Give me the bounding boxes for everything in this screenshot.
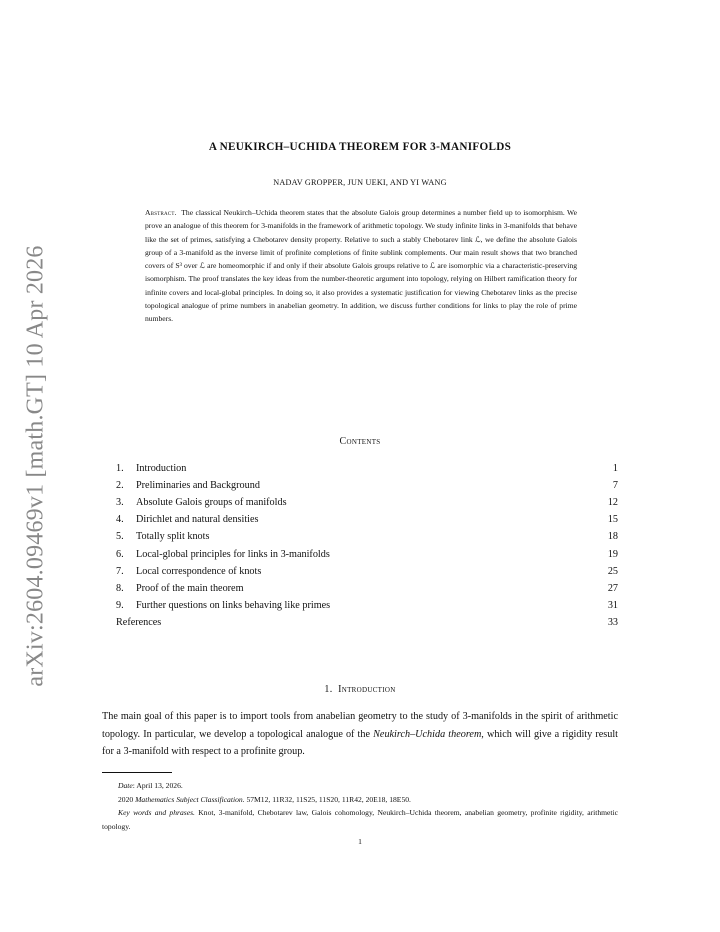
toc-entry[interactable]: [116, 477, 618, 494]
intro-text: The main goal of this paper is to import tools from anabelian geometry to the study of 3-manifolds in the spirit of arithmetic topology. In particular, we develop a topological analogue of the: [102, 711, 618, 740]
msc-value: 57M12, 11R32, 11S25, 11S20, 11R42, 20E18, 18E50.: [244, 794, 411, 804]
toc-entry-references[interactable]: [116, 614, 618, 631]
toc-number: 1.: [116, 463, 124, 475]
toc-label: Further questions on links behaving like primes: [136, 599, 331, 611]
toc-number: 6.: [116, 548, 124, 560]
toc-page: 25: [607, 565, 618, 577]
msc-label: Mathematics Subject Classification.: [135, 794, 245, 804]
toc-page: 33: [607, 616, 618, 628]
keywords-label: Key words and phrases.: [118, 808, 195, 817]
toc-page: 31: [607, 599, 618, 611]
toc-entry[interactable]: [116, 494, 618, 511]
toc-entry[interactable]: [116, 563, 618, 580]
toc-page: 18: [607, 531, 618, 543]
contents-heading: Contents: [339, 436, 381, 447]
toc-label: Local-global principles for links in 3-manifolds: [136, 548, 330, 560]
toc-label: Totally split knots: [136, 531, 210, 543]
toc-number: 7.: [116, 565, 124, 577]
footnote-date: [102, 779, 618, 793]
toc-page: 27: [607, 582, 618, 594]
toc-page: 15: [607, 514, 618, 526]
toc-label: Introduction: [136, 463, 187, 475]
abstract: [145, 206, 577, 326]
toc-page: 19: [607, 548, 618, 560]
footnote-keywords: [102, 806, 618, 833]
toc-number: 5.: [116, 531, 124, 543]
footnote-msc: [102, 793, 618, 807]
toc-entry[interactable]: [116, 460, 618, 477]
toc-entry[interactable]: [116, 597, 618, 614]
section-heading: [0, 684, 720, 695]
keywords-value: Knot, 3-manifold, Chebotarev law, Galois cohomology, Neukirch–Uchida theorem, anabelian geometry, profinite rigidity, arithmetic topology.: [102, 808, 618, 831]
intro-text-end: , which will give a rigidity result for a 3-manifold with respect to a profinite group.: [102, 728, 618, 757]
page-number: 1: [358, 837, 362, 846]
abstract-text: The classical Neukirch–Uchida theorem states that the absolute Galois group determines a number field up to isomorphism. We prove an analogue of this theorem for 3-manifolds in the framework of arithmetic topology. We study infinite links in 3-manifolds that behave like the set of primes, satisfying a Chebotarev density property. Relative to such a stably Chebotarev link ℒ, we define the absolute Galois group of a 3-manifold as the inverse limit of profinite completions of finite sublink complements. Our main result shows that two branched covers of S³ over ℒ are homeomorphic if and only if their absolute Galois groups relative to ℒ are isomorphic via a characteristic-preserving isomorphism. The proof translates the key ideas from the number-theoretic argument into topology, relying on Hilbert ramification theory for infinite covers and local-global principles. In doing so, it also provides a systematic justification for viewing Chebotarev links as the precise topological analogue of prime numbers in anabelian geometry. In addition, we discuss further conditions for links to play the role of prime numbers.: [145, 208, 577, 324]
toc-label: Preliminaries and Background: [136, 480, 260, 492]
toc-label: Local correspondence of knots: [136, 565, 262, 577]
table-of-contents: [116, 460, 618, 631]
arxiv-identifier: arXiv:2604.09469v1 [math.GT] 10 Apr 2026: [22, 245, 49, 687]
footnotes: [102, 779, 618, 833]
section-title: Introduction: [338, 684, 396, 695]
toc-number: 9.: [116, 599, 124, 611]
date-label: Date: [118, 781, 133, 790]
section-number: 1.: [324, 684, 333, 695]
intro-paragraph: [102, 708, 618, 761]
toc-entry[interactable]: [116, 528, 618, 545]
toc-label: References: [116, 616, 162, 628]
date-value: : April 13, 2026.: [132, 781, 183, 790]
toc-entry[interactable]: [116, 511, 618, 528]
msc-prefix: 2020: [118, 794, 136, 804]
toc-page: 1: [612, 463, 618, 475]
toc-page: 7: [612, 480, 618, 492]
toc-label: Absolute Galois groups of manifolds: [136, 497, 287, 509]
footnote-divider: [102, 772, 172, 773]
abstract-label: Abstract.: [145, 208, 177, 217]
paper-authors: NADAV GROPPER, JUN UEKI, AND YI WANG: [273, 178, 447, 187]
toc-number: 4.: [116, 514, 124, 526]
paper-title: A NEUKIRCH–UCHIDA THEOREM FOR 3-MANIFOLDS: [208, 141, 512, 153]
toc-entry[interactable]: [116, 580, 618, 597]
toc-number: 2.: [116, 480, 124, 492]
toc-page: 12: [607, 497, 618, 509]
intro-emphasis: Neukirch–Uchida theorem: [373, 728, 482, 740]
toc-number: 3.: [116, 497, 124, 509]
toc-number: 8.: [116, 582, 124, 594]
toc-entry[interactable]: [116, 545, 618, 562]
toc-label: Proof of the main theorem: [136, 582, 244, 594]
toc-label: Dirichlet and natural densities: [136, 514, 259, 526]
